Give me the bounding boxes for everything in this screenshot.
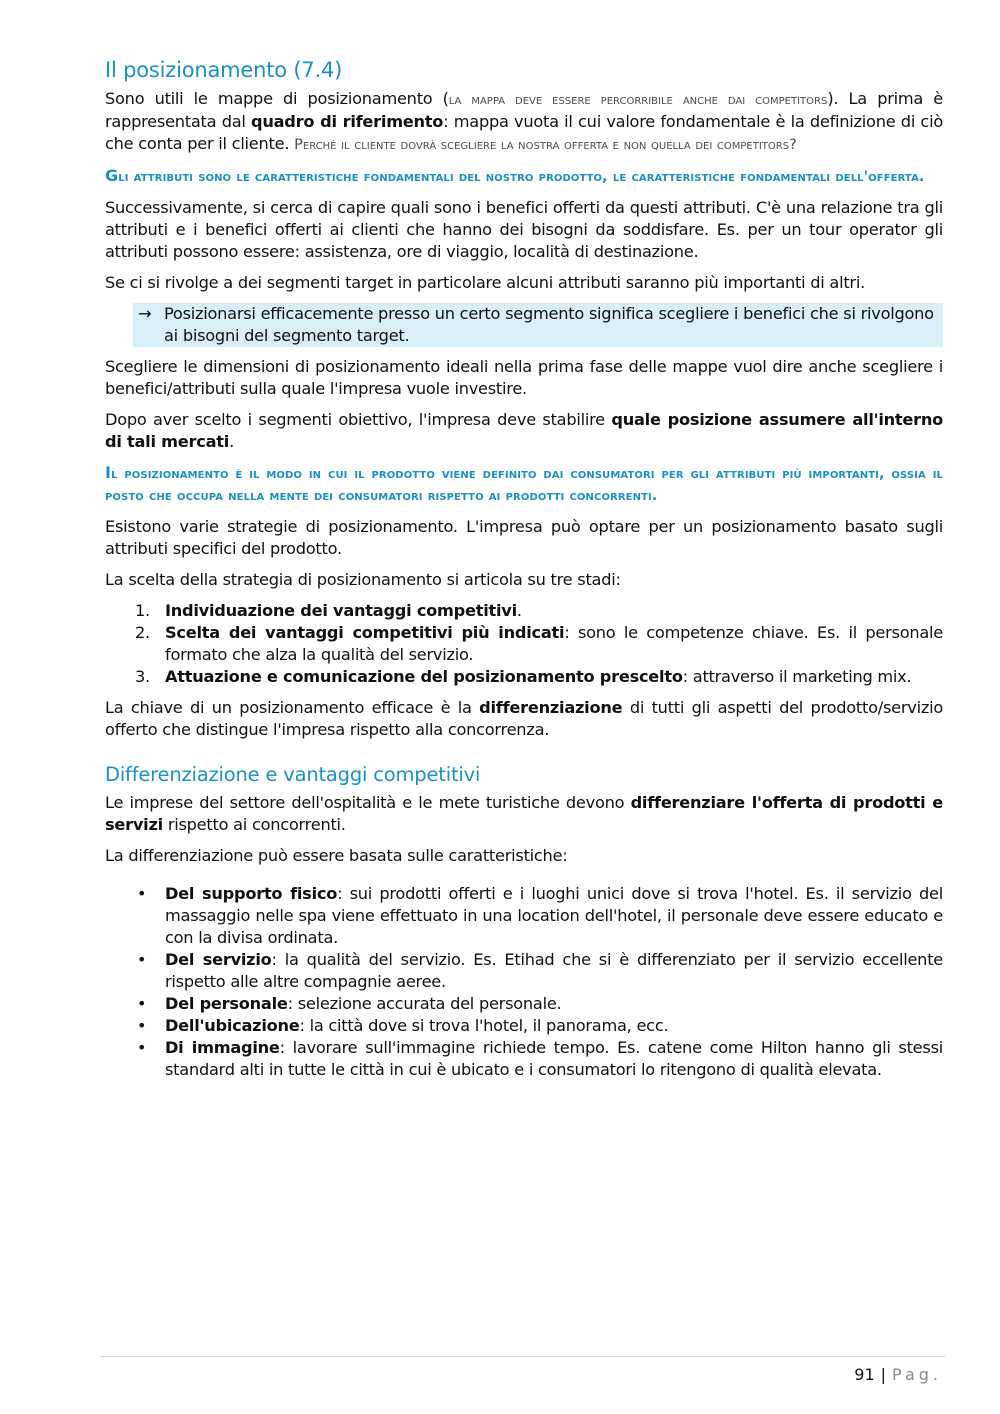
paragraph-stages-intro: La scelta della strategia di posizionamento si articola su tre stadi:: [105, 570, 621, 589]
page-content: [105, 58, 943, 1090]
list-item: • Di immagine: lavorare sull'immagine richiede tempo. Es. catene come Hilton hanno gli stessi standard alti in tutte le città in cui è ubicato e i consumatori lo ritengono di qualità elevata.: [137, 1038, 944, 1079]
bold-term: quale posizione assumere all'interno di tali mercati: [105, 410, 943, 451]
bold-term: quadro di riferimento: [251, 112, 444, 131]
callout-attributes: Gli attributi sono le caratteristiche fondamentali del nostro prodotto, le caratteristiche fondamentali dell'offerta.: [105, 166, 925, 185]
paragraph-positioning-maps: Sono utili le mappe di posizionamento (la mappa deve essere percorribile anche dai competitors). La prima è rappresentata dal quadro di riferimento: mappa vuota il cui valore fondamentale è la definizione di ciò che conta per il cliente. Perché il cliente dovrà scegliere la nostra offerta e non quella dei competitors?: [105, 89, 943, 153]
section-heading: Il posizionamento (7.4): [105, 58, 343, 82]
list-item: 1. Individuazione dei vantaggi competitivi.: [135, 601, 522, 620]
paragraph-benefits: Successivamente, si cerca di capire quali sono i benefici offerti da questi attributi. C'è una relazione tra gli attributi e i benefici offerti ai clienti che hanno dei bisogni da soddisfare. Es. per un tour operator gli attributi possono essere: assistenza, ore di viaggio, località di destinazione.: [105, 198, 943, 261]
list-item: • Dell'ubicazione: la città dove si trova l'hotel, il panorama, ecc.: [137, 1016, 669, 1035]
footer-separator: |: [880, 1365, 887, 1384]
bullet-icon: •: [137, 1038, 147, 1057]
bullet-icon: •: [137, 994, 147, 1013]
page-label: Pag.: [892, 1365, 942, 1384]
paragraph-characteristics-intro: La differenziazione può essere basata sulle caratteristiche:: [105, 846, 568, 865]
paragraph-strategies: Esistono varie strategie di posizionamento. L'impresa può optare per un posizionamento basato sugli attributi specifici del prodotto.: [105, 517, 943, 558]
list-item: • Del personale: selezione accurata del personale.: [137, 994, 562, 1013]
list-item: 3. Attuazione e comunicazione del posizionamento prescelto: attraverso il marketing mix.: [135, 667, 912, 686]
footer-divider: [100, 1356, 945, 1357]
list-item: • Del supporto fisico: sui prodotti offerti e i luoghi unici dove si trova l'hotel. Es. il servizio del massaggio nelle spa viene effettuato in una location dell'hotel, il personale deve essere educato e con la divisa ordinata.: [137, 884, 943, 947]
callout-positioning-definition: Il posizionamento è il modo in cui il prodotto viene definito dai consumatori per gli attributi più importanti, ossia il posto che occupa nella mente dei consumatori rispetto ai prodotti concorrenti.: [105, 463, 943, 504]
bullet-icon: •: [137, 884, 147, 903]
highlight-box: [133, 303, 943, 347]
bold-term: differenziare l'offerta di prodotti e servizi: [105, 793, 943, 834]
paragraph-differentiation-key: La chiave di un posizionamento efficace è la differenziazione di tutti gli aspetti del prodotto/servizio offerto che distingue l'impresa rispetto alla concorrenza.: [105, 698, 943, 739]
smallcaps-question: Perché il cliente dovrà scegliere la nostra offerta e non quella dei competitors?: [294, 137, 797, 153]
stages-list: [105, 600, 943, 688]
highlight-text: Posizionarsi efficacemente presso un certo segmento significa scegliere i benefici che si rivolgono ai bisogni del segmento target.: [164, 304, 934, 345]
arrow-right-icon: →: [138, 304, 152, 323]
characteristics-list: [105, 883, 943, 1081]
page-number: 91: [854, 1365, 875, 1384]
bold-term: differenziazione: [479, 698, 623, 717]
page-footer: [854, 1365, 942, 1384]
paragraph-position-choice: Dopo aver scelto i segmenti obiettivo, l'impresa deve stabilire quale posizione assumere all'interno di tali mercati.: [105, 410, 943, 451]
paragraph-target-segments: Se ci si rivolge a dei segmenti target in particolare alcuni attributi saranno più importanti di altri.: [105, 273, 865, 292]
subsection-heading: Differenziazione e vantaggi competitivi: [105, 763, 481, 786]
list-item: • Del servizio: la qualità del servizio. Es. Etihad che si è differenziato per il servizio eccellente rispetto alle altre compagnie aeree.: [137, 950, 943, 991]
bullet-icon: •: [137, 1016, 147, 1035]
smallcaps-note: la mappa deve essere percorribile anche dai competitors: [448, 92, 828, 108]
paragraph-hospitality: Le imprese del settore dell'ospitalità e le mete turistiche devono differenziare l'offerta di prodotti e servizi rispetto ai concorrenti.: [105, 793, 943, 834]
bullet-icon: •: [137, 950, 147, 969]
paragraph-dimensions: Scegliere le dimensioni di posizionamento ideali nella prima fase delle mappe vuol dire anche scegliere i benefici/attributi sulla quale l'impresa vuole investire.: [105, 357, 943, 398]
list-item: 2. Scelta dei vantaggi competitivi più indicati: sono le competenze chiave. Es. il personale formato che alza la qualità del servizio.: [135, 623, 944, 664]
